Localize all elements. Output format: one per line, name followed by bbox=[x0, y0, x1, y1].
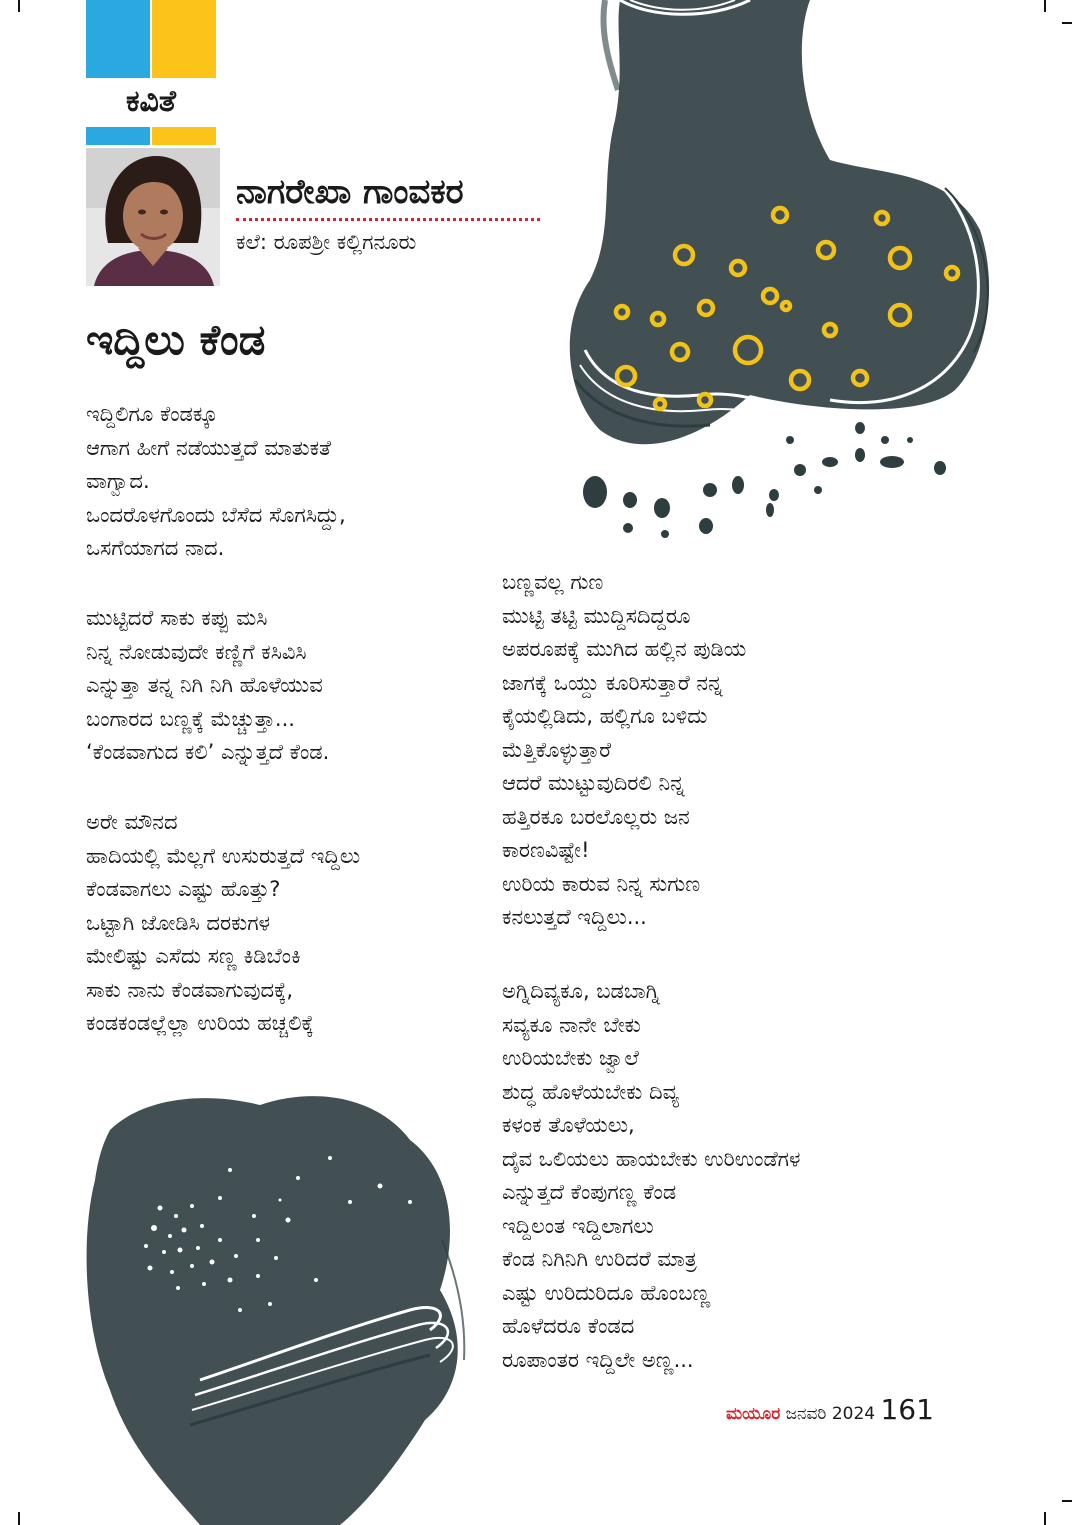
crop-mark-top-right bbox=[1044, 0, 1046, 12]
poem-line: ಎನ್ನುತ್ತದೆ ಕೆಂಪುಗಣ್ಣ ಕೆಂಡ bbox=[502, 1180, 677, 1204]
poem-line: ಕನಲುತ್ತದೆ ಇದ್ದಿಲು... bbox=[502, 905, 647, 929]
poem-line: ಮೆತ್ತಿಕೊಳ್ಳುತ್ತಾರೆ bbox=[502, 737, 612, 762]
poem-stanza bbox=[86, 806, 360, 1041]
ink-blob-illustration-top bbox=[560, 0, 1000, 560]
poem-line: ಸಾಕು ನಾನು ಕೆಂಡವಾಗುವುದಕ್ಕೆ, bbox=[86, 977, 294, 1002]
poem-stanza bbox=[86, 602, 329, 770]
poem-line: ಅರೇ ಮೌನದ bbox=[86, 810, 178, 834]
poem-line: ವಾಗ್ವಾದ. bbox=[86, 469, 150, 493]
crop-mark-top-left bbox=[18, 0, 20, 12]
poem-line: ಕೆಂಡ ನಿಗಿನಿಗಿ ಉರಿದರೆ ಮಾತ್ರ bbox=[502, 1247, 697, 1271]
poem-line: ಕಂಡಕಂಡಲ್ಲೆಲ್ಲಾ ಉರಿಯ ಹಚ್ಚಲಿಕ್ಕೆ bbox=[86, 1011, 314, 1035]
poem-line: ಎನ್ನುತ್ತಾ ತನ್ನ ನಿಗಿ ನಿಗಿ ಹೊಳೆಯುವ bbox=[86, 673, 323, 697]
poem-line: ಆಗಾಗ ಹೀಗೆ ನಡೆಯುತ್ತದೆ ಮಾತುಕತೆ bbox=[86, 435, 332, 460]
poem-line: ಹತ್ತಿರಕೂ ಬರಲೊಲ್ಲರು ಜನ bbox=[502, 804, 690, 829]
art-credit: ಕಲೆ: ರೂಪಶ್ರೀ ಕಲ್ಲಿಗನೂರು bbox=[236, 230, 417, 254]
author-photo bbox=[86, 148, 220, 286]
crop-mark-bottom-left bbox=[18, 1512, 20, 1525]
poem-line: ಕಾರಣವಿಷ್ಟೇ! bbox=[502, 838, 590, 862]
section-label: ಕವಿತೆ bbox=[126, 84, 176, 119]
author-divider bbox=[236, 218, 540, 221]
poem-line: ಒಟ್ಟಾಗಿ ಜೋಡಿಸಿ ದರಕುಗಳ bbox=[86, 910, 270, 935]
poem-line: ಕೈಯಲ್ಲಿಡಿದು, ಹಲ್ಲಿಗೂ ಬಳಿದು bbox=[502, 704, 708, 728]
issue-year: 2024 bbox=[831, 1404, 876, 1424]
poem-line: ಒಸಗೆಯಾಗದ ನಾದ. bbox=[86, 536, 225, 560]
author-name: ನಾಗರೇಖಾ ಗಾಂವಕರ bbox=[236, 172, 464, 212]
poem-line: ಬಣ್ಣವಲ್ಲ ಗುಣ bbox=[502, 570, 604, 594]
poem-stanza bbox=[502, 975, 800, 1377]
poem-stanza bbox=[86, 398, 346, 566]
poem-line: ಸವ್ಯಕೂ ನಾನೇ ಬೇಕು bbox=[502, 1012, 641, 1037]
poem-line: ಉರಿಯಬೇಕು ಜ್ವಾಲೆ bbox=[502, 1046, 639, 1070]
poem-line: ಬಂಗಾರದ ಬಣ್ಣಕ್ಕೆ ಮೆಚ್ಚುತ್ತಾ... bbox=[86, 706, 295, 731]
poem-line: ಜಾಗಕ್ಕೆ ಒಯ್ದು ಕೂರಿಸುತ್ತಾರೆ ನನ್ನ bbox=[502, 670, 723, 695]
poem-line: ಕಳಂಕ ತೊಳೆಯಲು, bbox=[502, 1113, 635, 1137]
poem-line: ಮೇಲಿಷ್ಟು ಎಸೆದು ಸಣ್ಣ ಕಿಡಿಬೆಂಕಿ bbox=[86, 944, 301, 968]
poem-line: ಎಷ್ಟು ಉರಿದುರಿದೂ ಹೊಂಬಣ್ಣ bbox=[502, 1280, 711, 1305]
poem-line: ಇದ್ದಿಲಿಗೂ ಕೆಂಡಕ್ಕೂ bbox=[86, 402, 218, 426]
section-color-block-top bbox=[86, 0, 216, 78]
poem-line: ದೈವ ಒಲಿಯಲು ಹಾಯಬೇಕು ಉರಿಉಂಡೆಗಳ bbox=[502, 1146, 801, 1171]
section-color-block-bottom bbox=[86, 127, 216, 145]
poem-line: ಉರಿಯ ಕಾರುವ ನಿನ್ನ ಸುಗುಣ bbox=[502, 871, 701, 896]
poem-line: ‘ಕೆಂಡವಾಗುದ ಕಲಿ’ ಎನ್ನುತ್ತದೆ ಕೆಂಡ. bbox=[86, 740, 330, 764]
poem-line: ಹಾದಿಯಲ್ಲಿ ಮೆಲ್ಲಗೆ ಉಸುರುತ್ತದೆ ಇದ್ದಿಲು bbox=[86, 843, 361, 868]
poem-title: ಇದ್ದಿಲು ಕೆಂಡ bbox=[86, 315, 266, 364]
crop-mark-right-lower bbox=[1062, 1500, 1072, 1502]
poem-line: ಕೆಂಡವಾಗಲು ಎಷ್ಟು ಹೊತ್ತು? bbox=[86, 877, 281, 901]
page-footer bbox=[726, 1392, 934, 1428]
poem-line: ಅಪರೂಪಕ್ಕೆ ಮುಗಿದ ಹಲ್ಲಿನ ಪುಡಿಯ bbox=[502, 637, 747, 661]
page-number: 161 bbox=[880, 1393, 934, 1426]
poem-line: ಶುದ್ಧ ಹೊಳೆಯಬೇಕು ದಿವ್ಯ bbox=[502, 1079, 679, 1104]
crop-mark-bottom-right bbox=[1044, 1512, 1046, 1525]
ink-blob-illustration-bottom bbox=[80, 1090, 480, 1525]
poem-line: ರೂಪಾಂತರ ಇದ್ದಿಲೇ ಅಣ್ಣ... bbox=[502, 1347, 694, 1372]
poem-line: ಆದರೆ ಮುಟ್ಟುವುದಿರಲಿ ನಿನ್ನ bbox=[502, 771, 685, 795]
poem-line: ಅಗ್ನಿದಿವ್ಯಕೂ, ಬಡಬಾಗ್ನಿ bbox=[502, 979, 660, 1003]
poem-line: ಮುಟ್ಟಿ ತಟ್ಟಿ ಮುದ್ದಿಸದಿದ್ದರೂ bbox=[502, 603, 691, 628]
magazine-name: ಮಯೂರ bbox=[726, 1404, 781, 1424]
poem-line: ಮುಟ್ಟಿದರೆ ಸಾಕು ಕಪ್ಪು ಮಸಿ bbox=[86, 606, 268, 630]
poem-stanza bbox=[502, 566, 746, 935]
issue-month: ಜನವರಿ bbox=[785, 1404, 827, 1424]
crop-mark-right-upper bbox=[1062, 22, 1072, 24]
poem-line: ನಿನ್ನ ನೋಡುವುದೇ ಕಣ್ಣಿಗೆ ಕಸಿವಿಸಿ bbox=[86, 639, 307, 664]
poem-line: ಹೊಳೆದರೂ ಕೆಂಡದ bbox=[502, 1314, 635, 1338]
poem-line: ಇದ್ದಿಲಂತ ಇದ್ದಿಲಾಗಲು bbox=[502, 1213, 654, 1238]
poem-line: ಒಂದರೊಳಗೊಂದು ಬೆಸೆದ ಸೊಗಸಿದ್ದು, bbox=[86, 502, 346, 527]
